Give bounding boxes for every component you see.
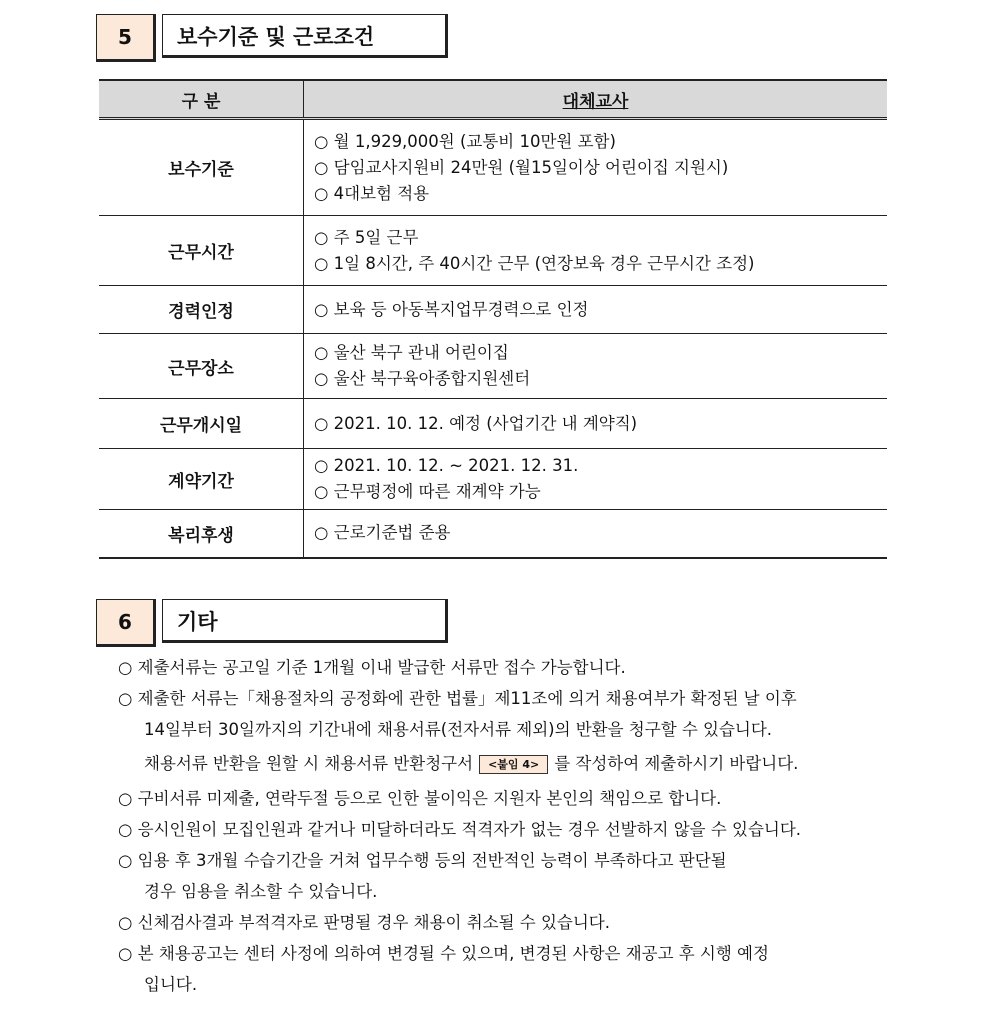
header-substitute-teacher: 대체교사	[304, 80, 888, 119]
content-line: ○ 4대보험 적용	[314, 183, 430, 203]
row-content	[304, 119, 888, 216]
attachment-badge: <붙임 4>	[479, 755, 548, 774]
section-number: 6	[96, 599, 156, 647]
section-number: 5	[96, 14, 156, 62]
content-line: ○ 근무평정에 따른 재계약 가능	[314, 482, 541, 501]
row-label: 근무개시일	[99, 399, 304, 449]
note-item: ○ 제출한 서류는「채용절차의 공정화에 관한 법률」제11조에 의거 채용여부가 확정된 날 이후	[118, 689, 797, 708]
row-label: 경력인정	[99, 286, 304, 334]
section-title: 보수기준 및 근로조건	[162, 14, 448, 58]
note-return-request	[118, 745, 908, 783]
row-label: 보수기준	[99, 119, 304, 216]
note-item: ○ 응시인원이 모집인원과 같거나 미달하더라도 적격자가 없는 경우 선발하지 않을 수 있습니다.	[118, 820, 802, 839]
row-content	[304, 510, 888, 558]
content-line: ○ 울산 북구 관내 어린이집	[314, 343, 509, 362]
table-row	[99, 399, 887, 449]
table-row	[99, 286, 887, 334]
section-title: 기타	[162, 599, 448, 643]
row-content	[304, 449, 888, 510]
note-item: ○ 본 채용공고는 센터 사정에 의하여 변경될 수 있으며, 변경된 사항은 재공고 후 시행 예정	[118, 944, 769, 963]
note-continuation: 경우 임용을 취소할 수 있습니다.	[144, 882, 378, 901]
content-line: ○ 1일 8시간, 주 40시간 근무 (연장보육 경우 근무시간 조정)	[314, 253, 755, 273]
content-line: ○ 담임교사지원비 24만원 (월15일이상 어린이집 지원시)	[314, 157, 729, 177]
row-label: 근무시간	[99, 216, 304, 286]
conditions-table	[99, 79, 887, 559]
note-text: 채용서류 반환을 원할 시 채용서류 반환청구서	[144, 754, 474, 773]
table-row	[99, 216, 887, 286]
content-line: ○ 근로기준법 준용	[314, 523, 451, 543]
row-label: 근무장소	[99, 334, 304, 399]
etc-notes	[118, 652, 908, 1000]
note-text: 를 작성하여 제출하시기 바랍니다.	[554, 754, 799, 773]
content-line: ○ 주 5일 근무	[314, 227, 419, 247]
note-item: ○ 구비서류 미제출, 연락두절 등으로 인한 불이익은 지원자 본인의 책임으로 합니다.	[118, 789, 722, 808]
row-label: 복리후생	[99, 510, 304, 558]
table-row	[99, 449, 887, 510]
row-content	[304, 286, 888, 334]
row-label: 계약기간	[99, 449, 304, 510]
row-content	[304, 216, 888, 286]
table-row	[99, 119, 887, 216]
note-continuation: 14일부터 30일까지의 기간내에 채용서류(전자서류 제외)의 반환을 청구할 수 있습니다.	[144, 720, 773, 739]
content-line: ○ 보육 등 아동복지업무경력으로 인정	[314, 299, 589, 319]
note-item: ○ 임용 후 3개월 수습기간을 거쳐 업무수행 등의 전반적인 능력이 부족하다고 판단될	[118, 851, 727, 870]
table-header-row	[99, 80, 887, 119]
content-line: ○ 2021. 10. 12. 예정 (사업기간 내 계약직)	[314, 413, 638, 433]
header-category: 구 분	[99, 80, 304, 119]
row-content	[304, 334, 888, 399]
table-row	[99, 334, 887, 399]
row-content	[304, 399, 888, 449]
note-item: ○ 신체검사결과 부적격자로 판명될 경우 채용이 취소될 수 있습니다.	[118, 913, 610, 932]
note-continuation: 입니다.	[144, 975, 198, 994]
content-line: ○ 울산 북구육아종합지원센터	[314, 369, 531, 388]
content-line: ○ 2021. 10. 12. ~ 2021. 12. 31.	[314, 456, 579, 475]
content-line: ○ 월 1,929,000원 (교통비 10만원 포함)	[314, 131, 616, 151]
note-item: ○ 제출서류는 공고일 기준 1개월 이내 발급한 서류만 접수 가능합니다.	[118, 658, 626, 677]
table-row	[99, 510, 887, 558]
